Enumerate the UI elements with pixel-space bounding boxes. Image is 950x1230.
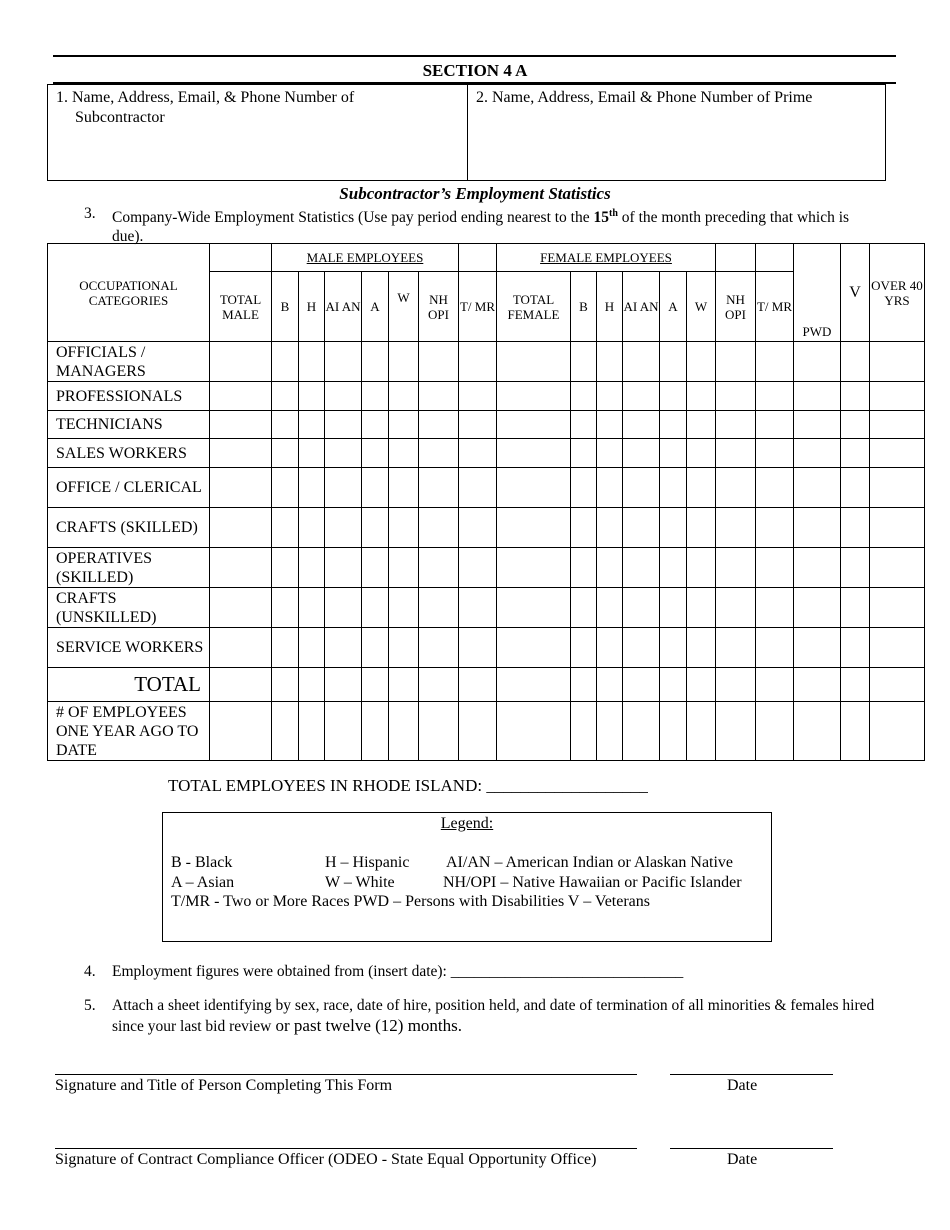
- entry-cell[interactable]: [459, 411, 497, 439]
- entry-cell[interactable]: [597, 382, 623, 411]
- entry-cell[interactable]: [362, 548, 389, 588]
- date-line-1[interactable]: [670, 1074, 833, 1075]
- col-total-male: TOTAL MALE: [210, 272, 272, 342]
- entry-cell[interactable]: [716, 508, 756, 548]
- entry-cell[interactable]: [497, 382, 571, 411]
- entry-cell[interactable]: [660, 548, 687, 588]
- entry-cell[interactable]: [660, 628, 687, 668]
- entry-cell[interactable]: [325, 439, 362, 468]
- legend-h: H – Hispanic: [325, 854, 410, 871]
- entry-cell[interactable]: [716, 668, 756, 702]
- entry-cell[interactable]: [623, 508, 660, 548]
- entry-cell[interactable]: [210, 411, 272, 439]
- prime-label: 2. Name, Address, Email & Phone Number of Prime: [476, 89, 813, 106]
- item-3: [84, 204, 874, 246]
- entry-cell[interactable]: [870, 342, 925, 382]
- entry-cell[interactable]: [794, 439, 841, 468]
- entry-cell[interactable]: [389, 468, 419, 508]
- entry-cell[interactable]: [841, 702, 870, 761]
- table-row-crafts-unskilled: [48, 588, 925, 628]
- entry-cell[interactable]: [299, 702, 325, 761]
- entry-cell[interactable]: [660, 342, 687, 382]
- table-row-sales-workers: [48, 439, 925, 468]
- entry-cell[interactable]: [210, 382, 272, 411]
- entry-cell[interactable]: [597, 628, 623, 668]
- entry-cell[interactable]: [794, 702, 841, 761]
- entry-cell[interactable]: [419, 382, 459, 411]
- entry-cell[interactable]: [794, 628, 841, 668]
- entry-cell[interactable]: [687, 508, 716, 548]
- item-3-text: Company-Wide Employment Statistics (Use pay period ending nearest to the 15th of the month preceding that which is due).: [112, 208, 850, 246]
- entry-cell[interactable]: [756, 548, 794, 588]
- item-5: [84, 996, 884, 1037]
- table-row-operatives-skilled: [48, 548, 925, 588]
- col-male-h: H: [299, 272, 325, 342]
- table-row-service-workers: [48, 628, 925, 668]
- entry-cell[interactable]: [687, 548, 716, 588]
- entry-cell[interactable]: [794, 668, 841, 702]
- entry-cell[interactable]: [299, 588, 325, 628]
- entry-cell[interactable]: [272, 411, 299, 439]
- entry-cell[interactable]: [419, 508, 459, 548]
- entry-cell[interactable]: [459, 588, 497, 628]
- entry-cell[interactable]: [794, 342, 841, 382]
- date-line-2[interactable]: [670, 1148, 833, 1149]
- entry-cell[interactable]: [299, 628, 325, 668]
- entry-cell[interactable]: [571, 548, 597, 588]
- entry-cell[interactable]: [687, 382, 716, 411]
- entry-cell[interactable]: [660, 508, 687, 548]
- entry-cell[interactable]: [419, 439, 459, 468]
- entry-cell[interactable]: [571, 382, 597, 411]
- entry-cell[interactable]: [687, 342, 716, 382]
- entry-cell[interactable]: [419, 668, 459, 702]
- male-employees-header: MALE EMPLOYEES: [272, 244, 459, 272]
- entry-cell[interactable]: [272, 588, 299, 628]
- entry-cell[interactable]: [497, 588, 571, 628]
- table-row-total: [48, 668, 925, 702]
- entry-cell[interactable]: [716, 342, 756, 382]
- entry-cell[interactable]: [870, 382, 925, 411]
- col-female-aian: AI AN: [623, 272, 660, 342]
- legend-aian: AI/AN – American Indian or Alaskan Native: [446, 854, 734, 871]
- entry-cell[interactable]: [362, 702, 389, 761]
- entry-cell[interactable]: [362, 382, 389, 411]
- entry-cell[interactable]: [660, 411, 687, 439]
- entry-cell[interactable]: [716, 702, 756, 761]
- entry-cell[interactable]: [459, 628, 497, 668]
- entry-cell[interactable]: [794, 508, 841, 548]
- entry-cell[interactable]: [389, 702, 419, 761]
- entry-cell[interactable]: [623, 382, 660, 411]
- row-label-officials-managers: OFFICIALS / MANAGERS: [48, 342, 210, 382]
- entry-cell[interactable]: [210, 508, 272, 548]
- entry-cell[interactable]: [597, 588, 623, 628]
- entry-cell[interactable]: [299, 342, 325, 382]
- entry-cell[interactable]: [389, 411, 419, 439]
- entry-cell[interactable]: [623, 342, 660, 382]
- row-label-technicians: TECHNICIANS: [48, 411, 210, 439]
- total-employees-rhode-island[interactable]: TOTAL EMPLOYEES IN RHODE ISLAND: ___________________: [168, 776, 648, 795]
- entry-cell[interactable]: [841, 588, 870, 628]
- entry-cell[interactable]: [389, 508, 419, 548]
- date-label-2: Date: [727, 1151, 758, 1168]
- item-3-number: 3.: [84, 205, 96, 222]
- entry-cell[interactable]: [597, 468, 623, 508]
- subcontractor-label-2: Subcontractor: [75, 109, 165, 126]
- entry-cell[interactable]: [597, 411, 623, 439]
- entry-cell[interactable]: [660, 588, 687, 628]
- entry-cell[interactable]: [299, 411, 325, 439]
- entry-cell[interactable]: [210, 668, 272, 702]
- col-male-a: A: [362, 272, 389, 342]
- entry-cell[interactable]: [756, 668, 794, 702]
- entry-cell[interactable]: [597, 342, 623, 382]
- row-label-professionals: PROFESSIONALS: [48, 382, 210, 411]
- entry-cell[interactable]: [272, 342, 299, 382]
- entry-cell[interactable]: [756, 439, 794, 468]
- entry-cell[interactable]: [716, 548, 756, 588]
- col-male-w: W: [389, 272, 419, 342]
- col-female-h: H: [597, 272, 623, 342]
- col-female-tmr: T/ MR: [756, 272, 794, 342]
- entry-cell[interactable]: [841, 668, 870, 702]
- col-female-b: B: [571, 272, 597, 342]
- occupational-categories-header: OCCUPATIONAL CATEGORIES: [48, 244, 210, 342]
- entry-cell[interactable]: [571, 468, 597, 508]
- col-male-nhopi: NH OPI: [419, 272, 459, 342]
- col-male-tmr: T/ MR: [459, 272, 497, 342]
- entry-cell[interactable]: [716, 411, 756, 439]
- entry-cell[interactable]: [597, 548, 623, 588]
- col-female-w: W: [687, 272, 716, 342]
- entry-cell[interactable]: [299, 548, 325, 588]
- entry-cell[interactable]: [687, 702, 716, 761]
- entry-cell[interactable]: [841, 628, 870, 668]
- col-total-female: TOTAL FEMALE: [497, 272, 571, 342]
- entry-cell[interactable]: [272, 668, 299, 702]
- entry-cell[interactable]: [756, 382, 794, 411]
- legend-b: B - Black: [171, 854, 233, 871]
- col-female-nhopi: NH OPI: [716, 272, 756, 342]
- entry-cell[interactable]: [660, 702, 687, 761]
- signature-line-1[interactable]: [55, 1074, 637, 1075]
- item-4[interactable]: [84, 962, 884, 982]
- entry-cell[interactable]: [716, 382, 756, 411]
- subcontractor-label: 1. Name, Address, Email, & Phone Number of: [56, 89, 355, 106]
- legend-line3: T/MR - Two or More Races PWD – Persons with Disabilities V – Veterans: [171, 893, 650, 910]
- entry-cell[interactable]: [419, 702, 459, 761]
- entry-cell[interactable]: [623, 468, 660, 508]
- legend-w: W – White: [325, 874, 395, 891]
- entry-cell[interactable]: [210, 342, 272, 382]
- entry-cell[interactable]: [756, 411, 794, 439]
- item-4-text: Employment figures were obtained from (insert date): ______________________________: [112, 963, 684, 980]
- entry-cell[interactable]: [497, 668, 571, 702]
- name-boxes: [47, 84, 886, 181]
- entry-cell[interactable]: [459, 382, 497, 411]
- entry-cell[interactable]: [756, 588, 794, 628]
- entry-cell[interactable]: [299, 382, 325, 411]
- entry-cell[interactable]: [716, 628, 756, 668]
- signature-line-2[interactable]: [55, 1148, 637, 1149]
- entry-cell[interactable]: [497, 342, 571, 382]
- entry-cell[interactable]: [597, 702, 623, 761]
- item-5-text: Attach a sheet identifying by sex, race, date of hire, position held, and date of termination of all minorities & females hired since your last bid review or past twelve (12) months.: [112, 997, 875, 1035]
- entry-cell[interactable]: [841, 508, 870, 548]
- entry-cell[interactable]: [325, 588, 362, 628]
- entry-cell[interactable]: [497, 702, 571, 761]
- legend-title: Legend:: [440, 815, 494, 832]
- item-4-number: 4.: [84, 963, 96, 980]
- entry-cell[interactable]: [687, 468, 716, 508]
- entry-cell[interactable]: [389, 439, 419, 468]
- col-male-aian: AI AN: [325, 272, 362, 342]
- entry-cell[interactable]: [497, 439, 571, 468]
- entry-cell[interactable]: [325, 382, 362, 411]
- entry-cell[interactable]: [571, 668, 597, 702]
- entry-cell[interactable]: [571, 702, 597, 761]
- entry-cell[interactable]: [419, 411, 459, 439]
- entry-cell[interactable]: [419, 548, 459, 588]
- entry-cell[interactable]: [419, 342, 459, 382]
- entry-cell[interactable]: [272, 468, 299, 508]
- entry-cell[interactable]: [362, 508, 389, 548]
- date-label-1: Date: [727, 1077, 758, 1094]
- entry-cell[interactable]: [362, 628, 389, 668]
- entry-cell[interactable]: [571, 342, 597, 382]
- employment-statistics-table: [47, 243, 925, 761]
- entry-cell[interactable]: [794, 411, 841, 439]
- table-row-crafts-skilled: [48, 508, 925, 548]
- employment-statistics-title: Subcontractor’s Employment Statistics: [339, 184, 611, 203]
- entry-cell[interactable]: [756, 628, 794, 668]
- entry-cell[interactable]: [841, 439, 870, 468]
- entry-cell[interactable]: [389, 382, 419, 411]
- entry-cell[interactable]: [419, 628, 459, 668]
- entry-cell[interactable]: [272, 508, 299, 548]
- entry-cell[interactable]: [362, 668, 389, 702]
- entry-cell[interactable]: [210, 702, 272, 761]
- row-label-crafts-skilled: CRAFTS (SKILLED): [48, 508, 210, 548]
- entry-cell[interactable]: [870, 588, 925, 628]
- entry-cell[interactable]: [794, 468, 841, 508]
- entry-cell[interactable]: [459, 508, 497, 548]
- entry-cell[interactable]: [870, 628, 925, 668]
- entry-cell[interactable]: [660, 468, 687, 508]
- entry-cell[interactable]: [497, 508, 571, 548]
- entry-cell[interactable]: [623, 548, 660, 588]
- entry-cell[interactable]: [870, 439, 925, 468]
- row-label-crafts-unskilled: CRAFTS (UNSKILLED): [48, 588, 210, 628]
- entry-cell[interactable]: [459, 668, 497, 702]
- entry-cell[interactable]: [571, 588, 597, 628]
- entry-cell[interactable]: [794, 382, 841, 411]
- signature-label-1: Signature and Title of Person Completing This Form: [55, 1077, 393, 1094]
- entry-cell[interactable]: [325, 628, 362, 668]
- entry-cell[interactable]: [870, 508, 925, 548]
- entry-cell[interactable]: [362, 439, 389, 468]
- entry-cell[interactable]: [756, 508, 794, 548]
- entry-cell[interactable]: [299, 668, 325, 702]
- entry-cell[interactable]: [597, 439, 623, 468]
- entry-cell[interactable]: [660, 439, 687, 468]
- over-40-header: OVER 40 YRS: [870, 244, 925, 342]
- female-employees-header: FEMALE EMPLOYEES: [497, 244, 716, 272]
- entry-cell[interactable]: [870, 468, 925, 508]
- entry-cell[interactable]: [756, 702, 794, 761]
- entry-cell[interactable]: [841, 468, 870, 508]
- entry-cell[interactable]: [571, 628, 597, 668]
- entry-cell[interactable]: [272, 702, 299, 761]
- entry-cell[interactable]: [623, 702, 660, 761]
- entry-cell[interactable]: [794, 548, 841, 588]
- legend-nhopi: NH/OPI – Native Hawaiian or Pacific Islander: [443, 874, 742, 891]
- entry-cell[interactable]: [756, 468, 794, 508]
- entry-cell[interactable]: [325, 342, 362, 382]
- entry-cell[interactable]: [299, 468, 325, 508]
- entry-cell[interactable]: [272, 548, 299, 588]
- entry-cell[interactable]: [459, 548, 497, 588]
- table-row-professionals: [48, 382, 925, 411]
- row-label-office-clerical: OFFICE / CLERICAL: [48, 468, 210, 508]
- entry-cell[interactable]: [325, 548, 362, 588]
- entry-cell[interactable]: [325, 468, 362, 508]
- entry-cell[interactable]: [660, 668, 687, 702]
- row-label-sales-workers: SALES WORKERS: [48, 439, 210, 468]
- entry-cell[interactable]: [623, 439, 660, 468]
- entry-cell[interactable]: [389, 628, 419, 668]
- entry-cell[interactable]: [597, 668, 623, 702]
- row-label-operatives-skilled: OPERATIVES (SKILLED): [48, 548, 210, 588]
- entry-cell[interactable]: [389, 342, 419, 382]
- entry-cell[interactable]: [870, 668, 925, 702]
- entry-cell[interactable]: [362, 468, 389, 508]
- entry-cell[interactable]: [459, 702, 497, 761]
- entry-cell[interactable]: [687, 411, 716, 439]
- entry-cell[interactable]: [623, 668, 660, 702]
- prime-box[interactable]: [468, 85, 885, 180]
- entry-cell[interactable]: [210, 628, 272, 668]
- row-label-employees-one-year-ago: # OF EMPLOYEES ONE YEAR AGO TO DATE: [48, 702, 210, 761]
- entry-cell[interactable]: [210, 439, 272, 468]
- table-row-technicians: [48, 411, 925, 439]
- entry-cell[interactable]: [419, 468, 459, 508]
- entry-cell[interactable]: [571, 508, 597, 548]
- entry-cell[interactable]: [210, 468, 272, 508]
- subcontractor-box[interactable]: [48, 85, 468, 180]
- entry-cell[interactable]: [210, 548, 272, 588]
- entry-cell[interactable]: [272, 382, 299, 411]
- table-row-officials-managers: [48, 342, 925, 382]
- entry-cell[interactable]: [841, 342, 870, 382]
- row-label-service-workers: SERVICE WORKERS: [48, 628, 210, 668]
- entry-cell[interactable]: [870, 548, 925, 588]
- entry-cell[interactable]: [272, 439, 299, 468]
- entry-cell[interactable]: [623, 588, 660, 628]
- entry-cell[interactable]: [716, 439, 756, 468]
- entry-cell[interactable]: [362, 588, 389, 628]
- section-title: SECTION 4 A: [422, 61, 528, 80]
- entry-cell[interactable]: [459, 468, 497, 508]
- table-row-office-clerical: [48, 468, 925, 508]
- entry-cell[interactable]: [841, 548, 870, 588]
- entry-cell[interactable]: [497, 411, 571, 439]
- top-rule: [53, 55, 896, 57]
- entry-cell[interactable]: [571, 411, 597, 439]
- entry-cell[interactable]: [497, 548, 571, 588]
- entry-cell[interactable]: [687, 628, 716, 668]
- row-label-total: TOTAL: [48, 668, 210, 702]
- entry-cell[interactable]: [497, 628, 571, 668]
- signature-label-2: Signature of Contract Compliance Officer (ODEO - State Equal Opportunity Office): [55, 1151, 597, 1168]
- col-male-b: B: [272, 272, 299, 342]
- entry-cell[interactable]: [362, 342, 389, 382]
- veterans-header: V: [841, 244, 870, 342]
- entry-cell[interactable]: [389, 668, 419, 702]
- entry-cell[interactable]: [362, 411, 389, 439]
- entry-cell[interactable]: [794, 588, 841, 628]
- entry-cell[interactable]: [299, 439, 325, 468]
- entry-cell[interactable]: [459, 342, 497, 382]
- entry-cell[interactable]: [756, 342, 794, 382]
- entry-cell[interactable]: [325, 508, 362, 548]
- entry-cell[interactable]: [687, 439, 716, 468]
- entry-cell[interactable]: [660, 382, 687, 411]
- legend-a: A – Asian: [171, 874, 235, 891]
- entry-cell[interactable]: [841, 411, 870, 439]
- entry-cell[interactable]: [272, 628, 299, 668]
- entry-cell[interactable]: [623, 411, 660, 439]
- col-female-a: A: [660, 272, 687, 342]
- entry-cell[interactable]: [870, 411, 925, 439]
- entry-cell[interactable]: [459, 439, 497, 468]
- entry-cell[interactable]: [716, 468, 756, 508]
- entry-cell[interactable]: [325, 668, 362, 702]
- entry-cell[interactable]: [389, 588, 419, 628]
- entry-cell[interactable]: [571, 439, 597, 468]
- entry-cell[interactable]: [597, 508, 623, 548]
- legend-box: [162, 812, 772, 942]
- item-5-number: 5.: [84, 997, 96, 1014]
- entry-cell[interactable]: [299, 508, 325, 548]
- entry-cell[interactable]: [687, 588, 716, 628]
- entry-cell[interactable]: [325, 702, 362, 761]
- entry-cell[interactable]: [716, 588, 756, 628]
- entry-cell[interactable]: [419, 588, 459, 628]
- entry-cell[interactable]: [210, 588, 272, 628]
- entry-cell[interactable]: [325, 411, 362, 439]
- entry-cell[interactable]: [389, 548, 419, 588]
- table-row-employees-one-year-ago: [48, 702, 925, 761]
- entry-cell[interactable]: [623, 628, 660, 668]
- entry-cell[interactable]: [841, 382, 870, 411]
- entry-cell[interactable]: [497, 468, 571, 508]
- entry-cell[interactable]: [687, 668, 716, 702]
- entry-cell[interactable]: [870, 702, 925, 761]
- pwd-header: PWD: [794, 244, 841, 342]
